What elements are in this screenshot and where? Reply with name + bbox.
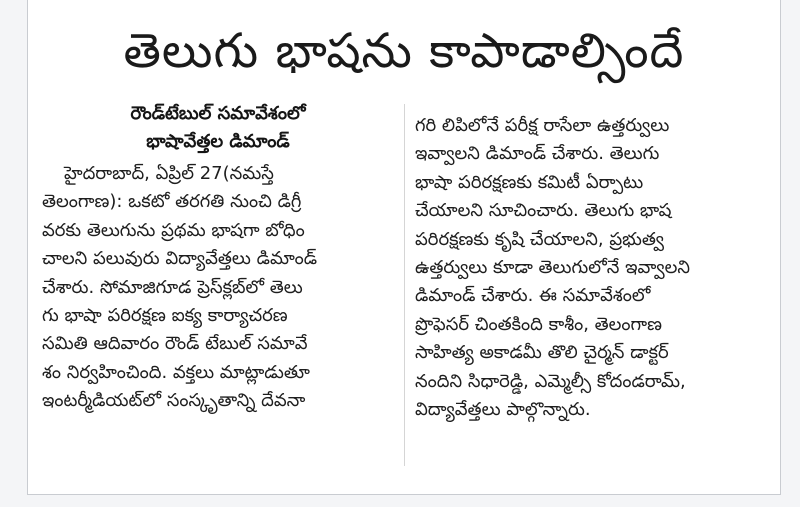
body-line: విద్యావేత్తలు పాల్గొన్నారు. — [415, 399, 591, 421]
body-line: హైదరాబాద్, ఏప్రిల్ 27(నమస్తే — [64, 163, 274, 184]
right-column — [415, 112, 771, 424]
column-divider — [404, 104, 405, 466]
body-line: తెలంగాణ): ఒకటో తరగతి నుంచి డిగ్రీ — [42, 191, 302, 213]
body-line: నందిని సిధారెడ్డి, ఎమ్మెల్సీ కోదండరామ్, — [415, 370, 686, 392]
body-line: శం నిర్వహించింది. వక్తలు మాట్లాడుతూ — [42, 361, 310, 383]
subheading — [42, 100, 394, 156]
body-line: ఉత్తర్వులు కూడా తెలుగులోనే ఇవ్వాలని — [415, 257, 691, 279]
body-line: గు భాషా పరిరక్షణ ఐక్య కార్యాచరణ — [42, 305, 288, 327]
body-line: ఇవ్వాలని డిమాండ్ చేశారు. తెలుగు — [415, 143, 660, 165]
subheading-line-1: రౌండ్‌టేబుల్ సమావేశంలో — [130, 103, 306, 124]
body-line: చేశారు. సోమాజిగూడ ప్రెస్‌క్లబ్‌లో తెలు — [42, 276, 303, 298]
body-line: ఇంటర్మీడియట్‌లో సంస్కృతాన్ని దేవనా — [42, 390, 306, 412]
body-line: ప్రొఫెసర్ చింతకింది కాశీం, తెలంగాణ — [415, 313, 663, 335]
body-line: సాహిత్య అకాడమీ తొలి చైర్మన్ డాక్టర్ — [415, 342, 669, 364]
body-line: చాలని పలువురు విద్యావేత్తలు డిమాండ్ — [42, 248, 318, 270]
body-line: పరిరక్షణకు కృషి చేయాలని, ప్రభుత్వ — [415, 228, 665, 250]
body-line: సమితి ఆదివారం రౌండ్ టేబుల్ సమావే — [42, 333, 308, 355]
cropped-previous-text — [68, 0, 748, 8]
body-line: చేయాలని సూచించారు. తెలుగు భాష — [415, 200, 672, 222]
body-line: వరకు తెలుగును ప్రథమ భాషగా బోధిం — [42, 219, 305, 241]
subheading-line-2: భాషావేత్తల డిమాండ్ — [146, 131, 290, 152]
newspaper-clipping — [27, 0, 781, 495]
body-line: డిమాండ్ చేశారు. ఈ సమావేశంలో — [415, 285, 651, 307]
headline: తెలుగు భాషను కాపాడాల్సిందే — [123, 23, 685, 79]
body-line: గరి లిపిలోనే పరీక్ష రాసేలా ఉత్తర్వులు — [415, 115, 670, 136]
left-column — [42, 100, 394, 416]
body-line: భాషా పరిరక్షణకు కమిటీ ఏర్పాటు — [415, 171, 644, 193]
